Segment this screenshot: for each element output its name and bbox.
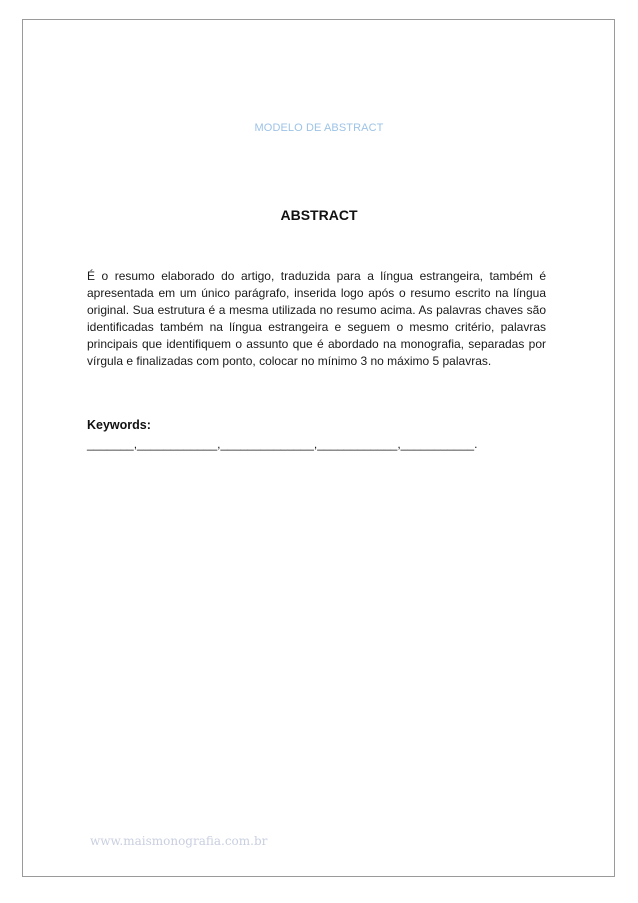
footer-url: www.maismonografia.com.br [90,834,268,848]
keywords-label: Keywords: [87,418,151,432]
header-title: MODELO DE ABSTRACT [254,122,384,134]
keywords-blank-lines: _______,____________,______________,____________,___________. [87,437,478,451]
abstract-heading: ABSTRACT [280,207,358,223]
abstract-body-paragraph: É o resumo elaborado do artigo, traduzida para a língua estrangeira, também é apresentada em um único parágrafo, inserida logo após o resumo escrito na língua original. Sua estrutura é a mesma utilizada no resumo acima. As palavras chaves são identificadas também na língua estrangeira e seguem o mesmo critério, palavras principais que identifiquem o assunto que é abordado na monografia, separadas por vírgula e finalizadas com ponto, colocar no mínimo 3 no máximo 5 palavras. [87,269,546,368]
